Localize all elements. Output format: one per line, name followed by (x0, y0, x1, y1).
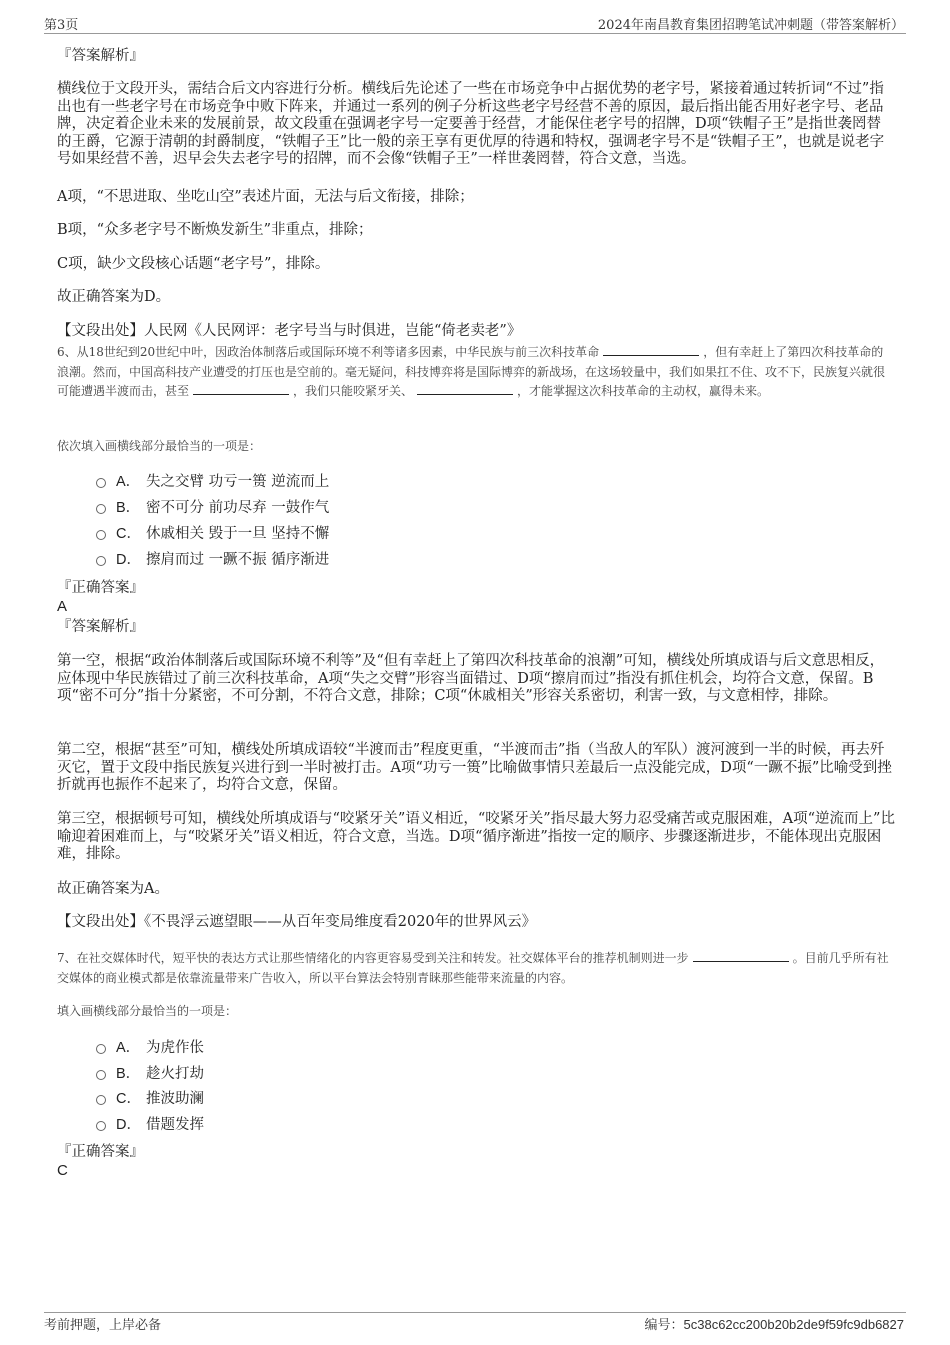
option-text: 推波助澜 (146, 1091, 204, 1107)
q6-stem-part-2: ，但有幸赶上了第四次科技革命的浪潮。然而，中国高科技产业遭受的打压也是空前的。毫无疑问，科技博弈将是国际博弈的新战场，在这场较量中，我们如果扛不住、攻不下，民族复兴就很可能遭遇半渡而击，甚至 (57, 345, 886, 398)
q6-option-c[interactable] (96, 525, 329, 543)
option-text: 为虎作伥 (146, 1040, 204, 1056)
footer-code-label: 编号： (644, 1318, 684, 1333)
footer-code-value: 5c38c62cc200b20b2de9f59fc9db6827 (683, 1317, 904, 1332)
option-text: 休戚相关 毁于一旦 坚持不懈 (146, 526, 330, 542)
q7-option-a[interactable] (96, 1039, 204, 1057)
q6-blank-2 (193, 382, 289, 395)
q7-correct-answer: C (57, 1162, 68, 1179)
q6-stem-part-3: ，我们只能咬紧牙关、 (293, 384, 414, 398)
radio-icon[interactable] (96, 1070, 106, 1080)
q6-correct-tag: 『正确答案』 (57, 580, 144, 596)
q5-option-a-note: A项，“不思进取、坐吃山空”表述片面，无法与后文衔接，排除； (57, 189, 474, 205)
q6-analysis-tag: 『答案解析』 (57, 619, 144, 635)
document-title: 2024年南昌教育集团招聘笔试冲刺题（带答案解析） (597, 18, 904, 33)
q5-analysis-tag: 『答案解析』 (57, 48, 144, 64)
q7-stem-part-2: 。目前几乎所有社交媒体的商业模式都是依靠流量带来广告收入，所以平台算法会特别青睐那些能带来流量的内容。 (57, 951, 889, 985)
q5-option-b-note: B项，“众多老字号不断焕发新生”非重点，排除； (57, 222, 373, 238)
q5-source: 【文段出处】人民网《人民网评：老字号当与时俱进，岂能“倚老卖老”》 (57, 323, 522, 339)
option-letter: D． (116, 1117, 141, 1133)
option-letter: A． (116, 474, 141, 490)
option-letter: B． (116, 1066, 141, 1082)
footer-slogan: 考前押题，上岸必备 (44, 1318, 162, 1333)
option-text: 失之交臂 功亏一篑 逆流而上 (146, 474, 330, 490)
option-letter: A． (116, 1040, 141, 1056)
q6-source: 【文段出处】《不畏浮云遮望眼——从百年变局维度看2020年的世界风云》 (57, 914, 537, 930)
q7-option-b[interactable] (96, 1065, 204, 1083)
page-number: 第3页 (44, 18, 79, 33)
footer-code (645, 1314, 905, 1333)
option-text: 趁火打劫 (146, 1066, 204, 1082)
option-letter: C． (116, 526, 141, 542)
q6-blank-3 (417, 382, 513, 395)
radio-icon[interactable] (96, 1121, 106, 1131)
radio-icon[interactable] (96, 530, 106, 540)
q6-blank-1 (603, 343, 699, 356)
option-letter: B． (116, 500, 141, 516)
q6-correct-answer: A (57, 598, 68, 615)
radio-icon[interactable] (96, 478, 106, 488)
q7-instruction: 填入画横线部分最恰当的一项是： (57, 1004, 238, 1018)
q6-stem (57, 343, 895, 402)
q5-conclusion: 故正确答案为D。 (57, 289, 171, 305)
radio-icon[interactable] (96, 1095, 106, 1105)
q6-analysis-para-1: 第一空，根据“政治体制落后或国际环境不利等”及“但有幸赶上了第四次科技革命的浪潮”可知，横线处所填成语与后文意思相反，应体现中华民族错过了前三次科技革命，A项“失之交臂”形容当面错过、D项“擦肩而过”指没有抓住机会，均符合文意，保留。B项“密不可分”指十分紧密，不可分割，不符合文意，排除；C项“休戚相关”形容关系密切，利害一致，与文意相悖，排除。 (57, 653, 885, 704)
q5-analysis-text: 横线位于文段开头，需结合后文内容进行分析。横线后先论述了一些在市场竞争中占据优势的老字号，紧接着通过转折词“不过”指出也有一些老字号在市场竞争中败下阵来，并通过一系列的例子分析这些老字号经营不善的原因，最后指出能否用好老字号、老品牌，决定着企业未来的发展前景，故文段重在强调老字号一定要善于经营，才能保住老字号的招牌，D项“铁帽子王”是指世袭罔替的王爵，它源于清朝的封爵制度，“铁帽子王”比一般的亲王享有更优厚的待遇和特权，强调老字号不是“铁帽子王”，也就是说老字号如果经营不善，迟早会失去老字号的招牌，而不会像“铁帽子王”一样世袭罔替，符合文意，当选。 (57, 81, 885, 167)
q6-analysis-para-2: 第二空，根据“甚至”可知，横线处所填成语较“半渡而击”程度更重，“半渡而击”指（当敌人的军队）渡河渡到一半的时候，再去歼灭它，置于文段中指民族复兴进行到一半时被打击。A项“功亏一篑”比喻做事情只差最后一点没能完成，D项“一蹶不振”比喻受到挫折就再也振作不起来了，均符合文意，保留。 (57, 742, 892, 793)
q7-option-d[interactable] (96, 1116, 204, 1134)
option-text: 借题发挥 (146, 1117, 204, 1133)
q7-blank (693, 949, 789, 962)
header-divider (44, 33, 906, 34)
q7-option-c[interactable] (96, 1090, 204, 1108)
q6-option-a[interactable] (96, 473, 329, 491)
option-text: 密不可分 前功尽弃 一鼓作气 (146, 500, 330, 516)
q7-stem-part-1: 7、在社交媒体时代，短平快的表达方式让那些情绪化的内容更容易受到关注和转发。社交媒体平台的推荐机制则进一步 (57, 951, 689, 965)
q6-conclusion: 故正确答案为A。 (57, 881, 169, 897)
radio-icon[interactable] (96, 504, 106, 514)
radio-icon[interactable] (96, 556, 106, 566)
q6-option-b[interactable] (96, 499, 329, 517)
q6-instruction: 依次填入画横线部分最恰当的一项是： (57, 439, 262, 453)
q7-correct-tag: 『正确答案』 (57, 1144, 144, 1160)
q7-stem (57, 949, 895, 988)
q6-stem-part-4: ，才能掌握这次科技革命的主动权，赢得未来。 (517, 384, 770, 398)
q6-analysis-para-3: 第三空，根据顿号可知，横线处所填成语与“咬紧牙关”语义相近，“咬紧牙关”指尽最大努力忍受痛苦或克服困难，A项“逆流而上”比喻迎着困难而上，与“咬紧牙关”语义相近，符合文意，当选。D项“循序渐进”指按一定的顺序、步骤逐渐进步，不能体现出克服困难，排除。 (57, 811, 895, 862)
option-letter: C． (116, 1091, 141, 1107)
option-letter: D． (116, 552, 141, 568)
footer-divider (44, 1312, 906, 1313)
q5-option-c-note: C项，缺少文段核心话题“老字号”，排除。 (57, 256, 330, 272)
q6-option-d[interactable] (96, 551, 329, 569)
radio-icon[interactable] (96, 1044, 106, 1054)
q6-stem-part-1: 6、从18世纪到20世纪中叶，因政治体制落后或国际环境不利等诸多因素，中华民族与前三次科技革命 (57, 345, 600, 359)
option-text: 擦肩而过 一蹶不振 循序渐进 (146, 552, 330, 568)
